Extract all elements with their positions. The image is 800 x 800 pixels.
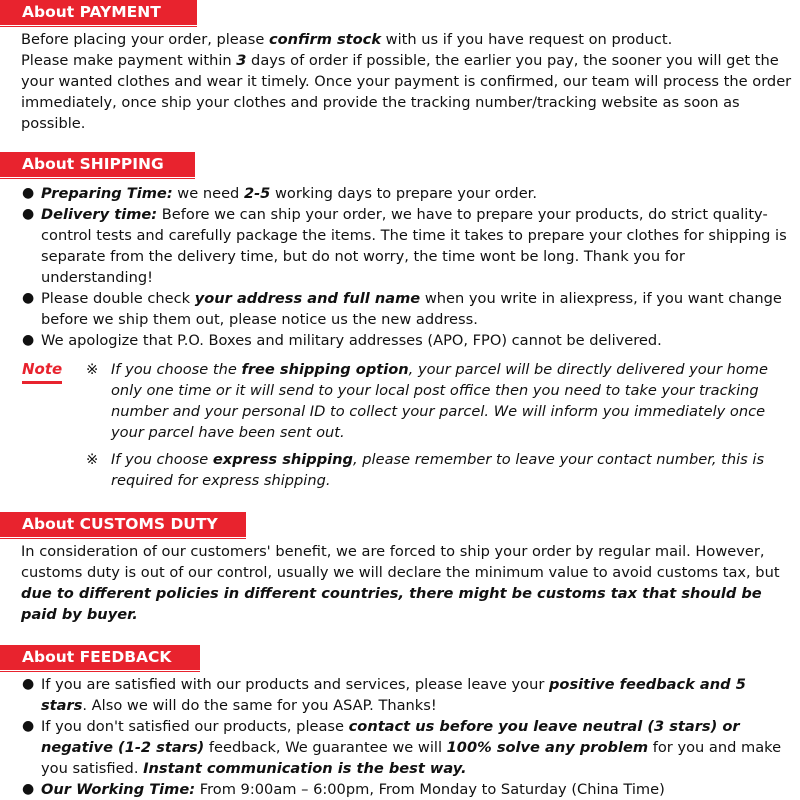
shipping-b1b: we need: [172, 185, 244, 202]
shipping-b4: We apologize that P.O. Boxes and military addresses (APO, FPO) cannot be delivered.: [41, 332, 662, 349]
payment-text-1a: Before placing your order, please: [21, 31, 269, 48]
bullet-icon: ●: [22, 718, 35, 734]
feedback-b2a: If you don't satisfied our products, please: [41, 718, 349, 735]
reference-mark-icon: ※: [86, 451, 99, 468]
feedback-b1c: . Also we will do the same for you ASAP. Thanks!: [82, 697, 437, 714]
bullet-icon: ●: [22, 290, 35, 306]
payment-text-2c: days of order if possible, the earlier you pay, the sooner you will get the your wanted clothes and wear it timely. Once your payment is confirmed, our team will process the order immediately, once ship your clothes and provide the tracking number/tracking website as soon as possible.: [21, 52, 792, 132]
note-text: [86, 449, 791, 491]
payment-days: 3: [236, 52, 247, 69]
note1-a: If you choose the: [111, 361, 242, 378]
customs-header: [0, 512, 246, 537]
feedback-b1a: If you are satisfied with our products and services, please leave your: [41, 676, 549, 693]
feedback-header: [0, 645, 200, 670]
customs-emphasis: due to different policies in different countries, there might be customs tax that should be paid by buyer.: [21, 585, 762, 623]
shipping-b1d: working days to prepare your order.: [270, 185, 537, 202]
customs-header-label: About CUSTOMS DUTY: [22, 515, 218, 533]
instant-communication: Instant communication is the best way.: [143, 760, 467, 777]
payment-text-2a: Please make payment within: [21, 52, 237, 69]
working-time-value: From 9:00am – 6:00pm, From Monday to Saturday (China Time): [195, 781, 665, 798]
payment-header-label: About PAYMENT: [22, 3, 161, 21]
list-item: [0, 716, 800, 779]
note-text: [86, 359, 791, 443]
contact-before-neutral: contact us before you leave neutral (3 stars) or negative (1-2 stars): [41, 718, 740, 756]
shipping-b3a: Please double check: [41, 290, 195, 307]
feedback-b2e: for you and make you satisfied.: [41, 739, 782, 777]
solve-any-problem: 100% solve any problem: [446, 739, 649, 756]
bullet-icon: ●: [22, 781, 35, 797]
customs-text: [21, 541, 796, 625]
bullet-icon: ●: [22, 332, 35, 348]
shipping-b3c: when you write in aliexpress, if you want change before we ship them out, please notice us the new address.: [41, 290, 782, 328]
list-item: [0, 330, 800, 351]
note-item-express-shipping: [86, 449, 791, 491]
payment-confirm-stock: confirm stock: [268, 31, 382, 48]
positive-feedback: positive feedback and 5 stars: [41, 676, 746, 714]
list-item: [0, 288, 800, 330]
payment-text-1c: with us if you have request on product.: [381, 31, 673, 48]
bullet-icon: ●: [22, 676, 35, 692]
shipping-list: [0, 183, 800, 351]
feedback-b2c: feedback, We guarantee we will: [204, 739, 447, 756]
shipping-header: [0, 152, 195, 177]
address-name-emphasis: your address and full name: [194, 290, 421, 307]
reference-mark-icon: ※: [86, 361, 99, 378]
payment-header: [0, 0, 197, 25]
bullet-icon: ●: [22, 206, 35, 222]
shipping-b2b: Before we can ship your order, we have to prepare your products, do strict quality-control tests and carefully package the items. The time it takes to prepare your clothes for shipping is separate from the delivery time, but do not worry, the time wont be long. Thank you for understanding!: [41, 206, 787, 286]
note1-c: , your parcel will be directly delivered your home only one time or it will send to your local post office then you need to take your tracking number and your personal ID to collect your parcel. We will inform you immediately once your parcel have been sent out.: [111, 361, 768, 441]
delivery-time-label: Delivery time:: [41, 206, 158, 223]
customs-p1: In consideration of our customers' benefit, we are forced to ship your order by regular mail. However, customs duty is out of our control, usually we will declare the minimum value to avoid customs tax, but: [21, 543, 780, 581]
list-item: [0, 779, 800, 800]
shipping-header-label: About SHIPPING: [22, 155, 164, 173]
note2-c: , please remember to leave your contact number, this is required for express shipping.: [111, 451, 765, 489]
bullet-icon: ●: [22, 185, 35, 201]
working-time-label: Our Working Time:: [41, 781, 196, 798]
feedback-header-label: About FEEDBACK: [22, 648, 172, 666]
list-item: [0, 183, 800, 204]
note2-a: If you choose: [111, 451, 213, 468]
free-shipping-option: free shipping option: [241, 361, 409, 378]
preparing-time-label: Preparing Time:: [41, 185, 173, 202]
feedback-list: [0, 674, 800, 800]
preparing-days: 2-5: [243, 185, 271, 202]
list-item: [0, 674, 800, 716]
note-label: Note: [22, 359, 62, 384]
payment-text: [21, 29, 796, 134]
note-item-free-shipping: [86, 359, 791, 443]
list-item: [0, 204, 800, 288]
express-shipping: express shipping: [212, 451, 354, 468]
